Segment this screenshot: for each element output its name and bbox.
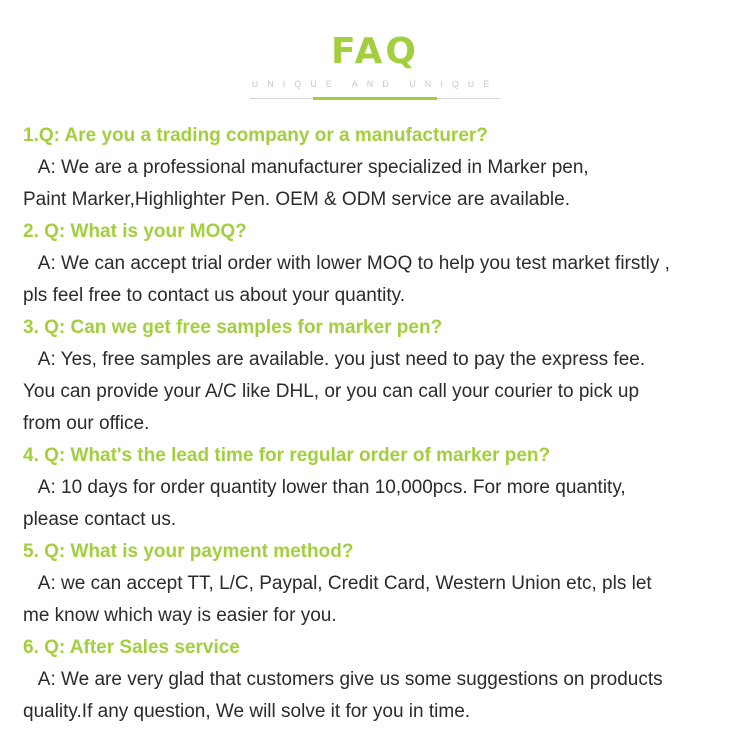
faq-answer-line: from our office. xyxy=(23,413,150,434)
faq-question: 6. Q: After Sales service xyxy=(23,637,240,658)
page-subtitle: UNIQUE AND UNIQUE xyxy=(251,79,499,89)
faq-item-1 xyxy=(23,120,738,216)
faq-answer-line: quality.If any question, We will solve it for you in time. xyxy=(23,701,471,722)
faq-answer xyxy=(23,344,738,440)
faq-answer xyxy=(23,664,738,728)
faq-item-2 xyxy=(23,216,738,312)
faq-answer xyxy=(23,152,738,216)
faq-answer-line: pls feel free to contact us about your quantity. xyxy=(23,285,405,306)
faq-answer-line: me know which way is easier for you. xyxy=(23,605,337,626)
page-title: FAQ xyxy=(331,31,419,72)
faq-answer-line: A: We are very glad that customers give us some suggestions on products xyxy=(23,669,663,690)
faq-answer xyxy=(23,472,738,536)
faq-header xyxy=(0,0,750,110)
faq-item-3 xyxy=(23,312,738,440)
faq-answer-line: A: We are a professional manufacturer specialized in Marker pen, xyxy=(23,157,589,178)
faq-question: 4. Q: What's the lead time for regular order of marker pen? xyxy=(23,445,551,466)
faq-answer-line: A: 10 days for order quantity lower than 10,000pcs. For more quantity, xyxy=(23,477,626,498)
faq-answer-line: A: We can accept trial order with lower MOQ to help you test market firstly , xyxy=(23,253,670,274)
faq-question: 5. Q: What is your payment method? xyxy=(23,541,354,562)
faq-answer-line: Paint Marker,Highlighter Pen. OEM & ODM service are available. xyxy=(23,189,570,210)
faq-item-6 xyxy=(23,632,738,728)
faq-item-5 xyxy=(23,536,738,632)
faq-answer-line: A: Yes, free samples are available. you just need to pay the express fee. xyxy=(23,349,646,370)
faq-question: 1.Q: Are you a trading company or a manufacturer? xyxy=(23,125,488,146)
faq-answer xyxy=(23,568,738,632)
faq-answer-line: You can provide your A/C like DHL, or you can call your courier to pick up xyxy=(23,381,640,402)
header-accent-bar xyxy=(313,97,437,100)
faq-question: 2. Q: What is your MOQ? xyxy=(23,221,247,242)
faq-answer-line: please contact us. xyxy=(23,509,177,530)
faq-answer xyxy=(23,248,738,312)
faq-item-4 xyxy=(23,440,738,536)
faq-question: 3. Q: Can we get free samples for marker pen? xyxy=(23,317,443,338)
faq-answer-line: A: we can accept TT, L/C, Paypal, Credit Card, Western Union etc, pls let xyxy=(23,573,652,594)
faq-list xyxy=(23,120,738,728)
